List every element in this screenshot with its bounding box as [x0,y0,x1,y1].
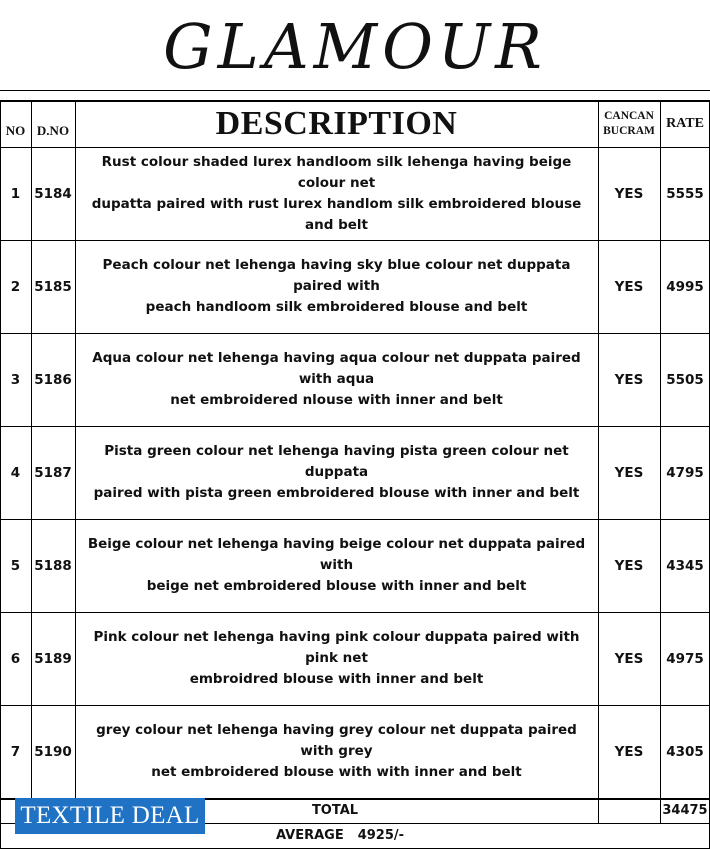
row-cancan: YES [614,650,644,667]
average-row [200,823,480,848]
row-description [75,240,598,333]
header-dno: D.NO [36,123,70,138]
row-description-line2: net embroidered nlouse with inner and belt [170,392,503,408]
row-no: 2 [10,278,21,295]
header-no: NO [5,123,26,138]
row-no: 7 [10,743,21,760]
row-cancan: YES [614,743,644,760]
total-value: 34475 [662,803,708,818]
row-cancan: YES [614,557,644,574]
row-description-line1: Pink colour net lehenga having pink colour duppata paired with pink net [93,629,580,666]
row-description-line2: beige net embroidered blouse with inner and belt [146,578,527,594]
row-design-number: 5186 [34,371,72,388]
row-rate: 4305 [666,743,704,760]
row-rate: 4975 [666,650,704,667]
header-description: DESCRIPTION [215,104,458,142]
row-description [75,333,598,426]
row-cancan: YES [614,278,644,295]
row-description-line1: Rust colour shaded lurex handloom silk lehenga having beige colour net [101,153,572,191]
row-design-number: 5190 [34,743,72,760]
total-label: TOTAL [311,803,359,818]
row-description-line1: Peach colour net lehenga having sky blue colour net duppata paired with [102,257,571,294]
row-design-number: 5189 [34,650,72,667]
header-rate: RATE [666,115,704,131]
row-description-line2: embroidred blouse with inner and belt [189,671,484,687]
title-divider [0,90,710,91]
header-cancan-line1: CANCAN [604,109,654,122]
row-design-number: 5185 [34,278,72,295]
row-cancan: YES [614,185,644,202]
row-description [75,426,598,519]
row-description-line1: Aqua colour net lehenga having aqua colour net duppata paired with aqua [92,350,581,387]
row-cancan: YES [614,371,644,388]
row-description-line1: grey colour net lehenga having grey colour net duppata paired with grey [96,722,577,759]
row-description [75,705,598,798]
average-label: AVERAGE [275,828,344,843]
row-description-line1: Beige colour net lehenga having beige colour net duppata paired with [87,536,586,573]
row-description-line2: dupatta paired with rust lurex handlom silk embroidered blouse and belt [91,195,582,233]
row-cancan: YES [614,464,644,481]
table-bottom-border [0,848,710,849]
row-rate: 4795 [666,464,704,481]
row-no: 1 [10,185,21,202]
row-no: 6 [10,650,21,667]
row-description-line2: paired with pista green embroidered blouse with inner and belt [93,485,580,501]
row-description-line2: peach handloom silk embroidered blouse and belt [145,299,528,315]
row-design-number: 5187 [34,464,72,481]
row-description [75,147,598,240]
average-value: 4925/- [357,828,405,843]
row-description-line1: Pista green colour net lehenga having pista green colour net duppata [104,443,569,480]
row-rate: 4345 [666,557,704,574]
row-rate: 4995 [666,278,704,295]
textile-deal-badge: TEXTILE DEAL [15,798,205,834]
row-design-number: 5184 [34,185,72,202]
row-description [75,519,598,612]
page-title: GLAMOUR [163,9,547,83]
row-description-line2: net embroidered blouse with with inner and belt [151,764,522,780]
row-rate: 5505 [666,371,704,388]
row-rate: 5555 [666,185,704,202]
row-design-number: 5188 [34,557,72,574]
row-no: 3 [10,371,21,388]
header-cancan-bucram [598,100,660,147]
row-no: 4 [10,464,21,481]
row-no: 5 [10,557,21,574]
row-description [75,612,598,705]
header-cancan-line2: BUCRAM [603,124,655,137]
